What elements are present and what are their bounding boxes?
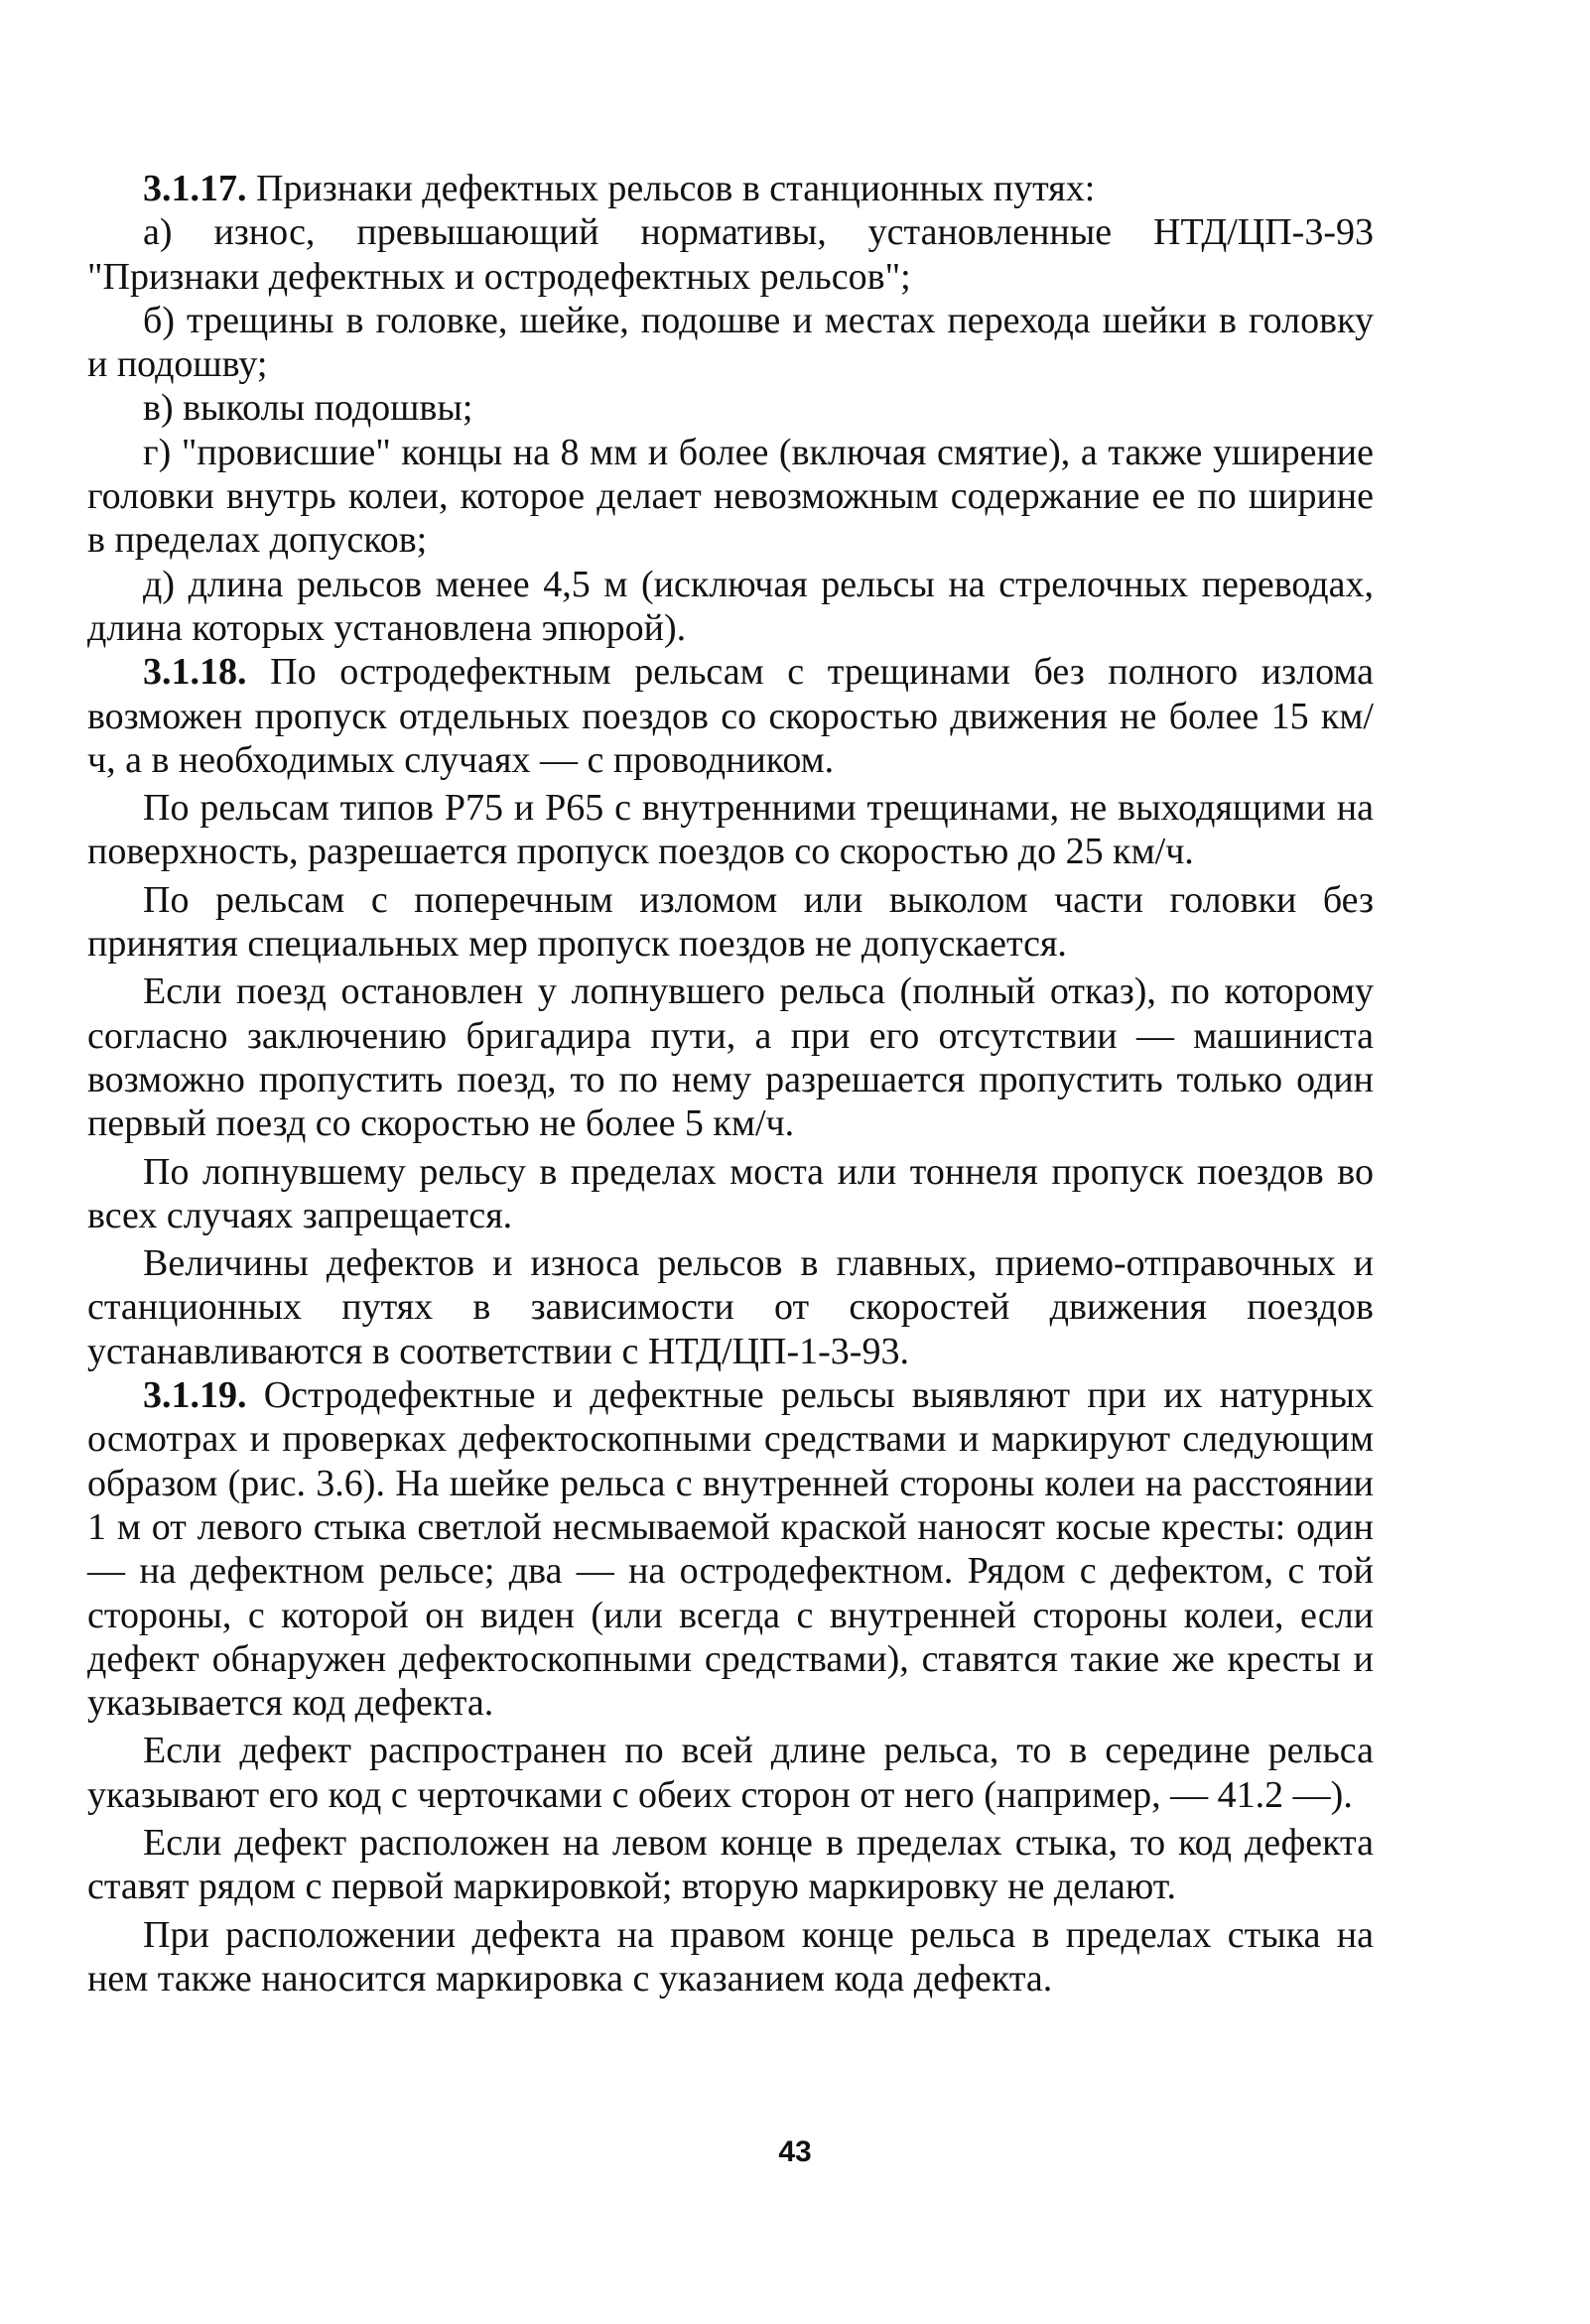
section-number: 3.1.18. [143,651,247,694]
section-lead-text: Остродефектные и дефектные рельсы выявляют при их натурных осмотрах и проверках дефектоскопными средствами и маркируют следующим образом (рис. 3.6). На шейке рельса с внутренней стороны колеи на расстоянии 1 м от левого стыка светлой несмываемой краской наносят косые кресты: один — на дефектном рельсе; два — на остродефектном. Рядом с дефектом, с той стороны, с которой он виден (или всегда с внутренней стороны колеи, если дефект обнаружен дефектоскопными средствами), ставятся такие же кресты и указывается код дефекта. [87,1374,1374,1725]
section-3-1-19-lead [87,1373,1374,1725]
paragraph: При расположении дефекта на правом конце рельса в пределах стыка на нем также наносится маркировка с указанием кода дефекта. [87,1913,1374,2000]
section-3-1-17-heading [87,167,1374,210]
list-item-a: а) износ, превышающий нормативы, установленные НТД/ЦП-3-93 "Признаки дефектных и остродефектных рельсов"; [87,211,1374,298]
section-number: 3.1.17. [143,168,247,209]
list-item-d: д) длина рельсов менее 4,5 м (исключая рельсы на стрелочных переводах, длина которых установлена эпюрой). [87,563,1374,649]
section-3-1-18-lead [87,650,1374,782]
paragraph: Если дефект распространен по всей длине рельса, то в середине рельса указывают его код с черточками с обеих сторон от него (например, — 41.2 —). [87,1730,1374,1816]
page-number: 43 [778,2135,812,2168]
paragraph: По лопнувшему рельсу в пределах моста или тоннеля пропуск поездов во всех случаях запрещается. [87,1150,1374,1236]
list-item-g: г) "провисшие" концы на 8 мм и более (включая смятие), а также уширение головки внутрь колеи, которое делает невозможным содержание ее по ширине в пределах допусков; [87,431,1374,562]
section-lead-text: По остродефектным рельсам с трещинами без полного излома возможен пропуск отдельных поездов со скоростью движения не более 15 км/ч, а в необходимых случаях — с проводником. [87,651,1374,781]
paragraph: Если дефект расположен на левом конце в пределах стыка, то код дефекта ставят рядом с первой маркировкой; вторую маркировку не делают. [87,1821,1374,1908]
paragraph: По рельсам с поперечным изломом или выколом части головки без принятия специальных мер пропуск поездов не допускается. [87,878,1374,966]
list-item-b: б) трещины в головке, шейке, подошве и местах перехода шейки в головку и подошву; [87,299,1374,386]
document-body [87,167,1374,2001]
list-item-v: в) выколы подошвы; [143,387,473,430]
section-heading-text: Признаки дефектных рельсов в станционных путях: [246,168,1096,209]
paragraph: Если поезд остановлен у лопнувшего рельса (полный отказ), по которому согласно заключению бригадира пути, а при его отсутствии — машиниста возможно пропустить поезд, то по нему разрешается пропустить только один первый поезд со скоростью не более 5 км/ч. [87,970,1374,1145]
paragraph: По рельсам типов Р75 и Р65 с внутренними трещинами, не выходящими на поверхность, разрешается пропуск поездов со скоростью до 25 км/ч. [87,787,1374,873]
section-number: 3.1.19. [143,1374,247,1417]
paragraph: Величины дефектов и износа рельсов в главных, приемо-отправочных и станционных путях в зависимости от скоростей движения поездов устанавливаются в соответствии с НТД/ЦП-1-3-93. [87,1242,1374,1372]
